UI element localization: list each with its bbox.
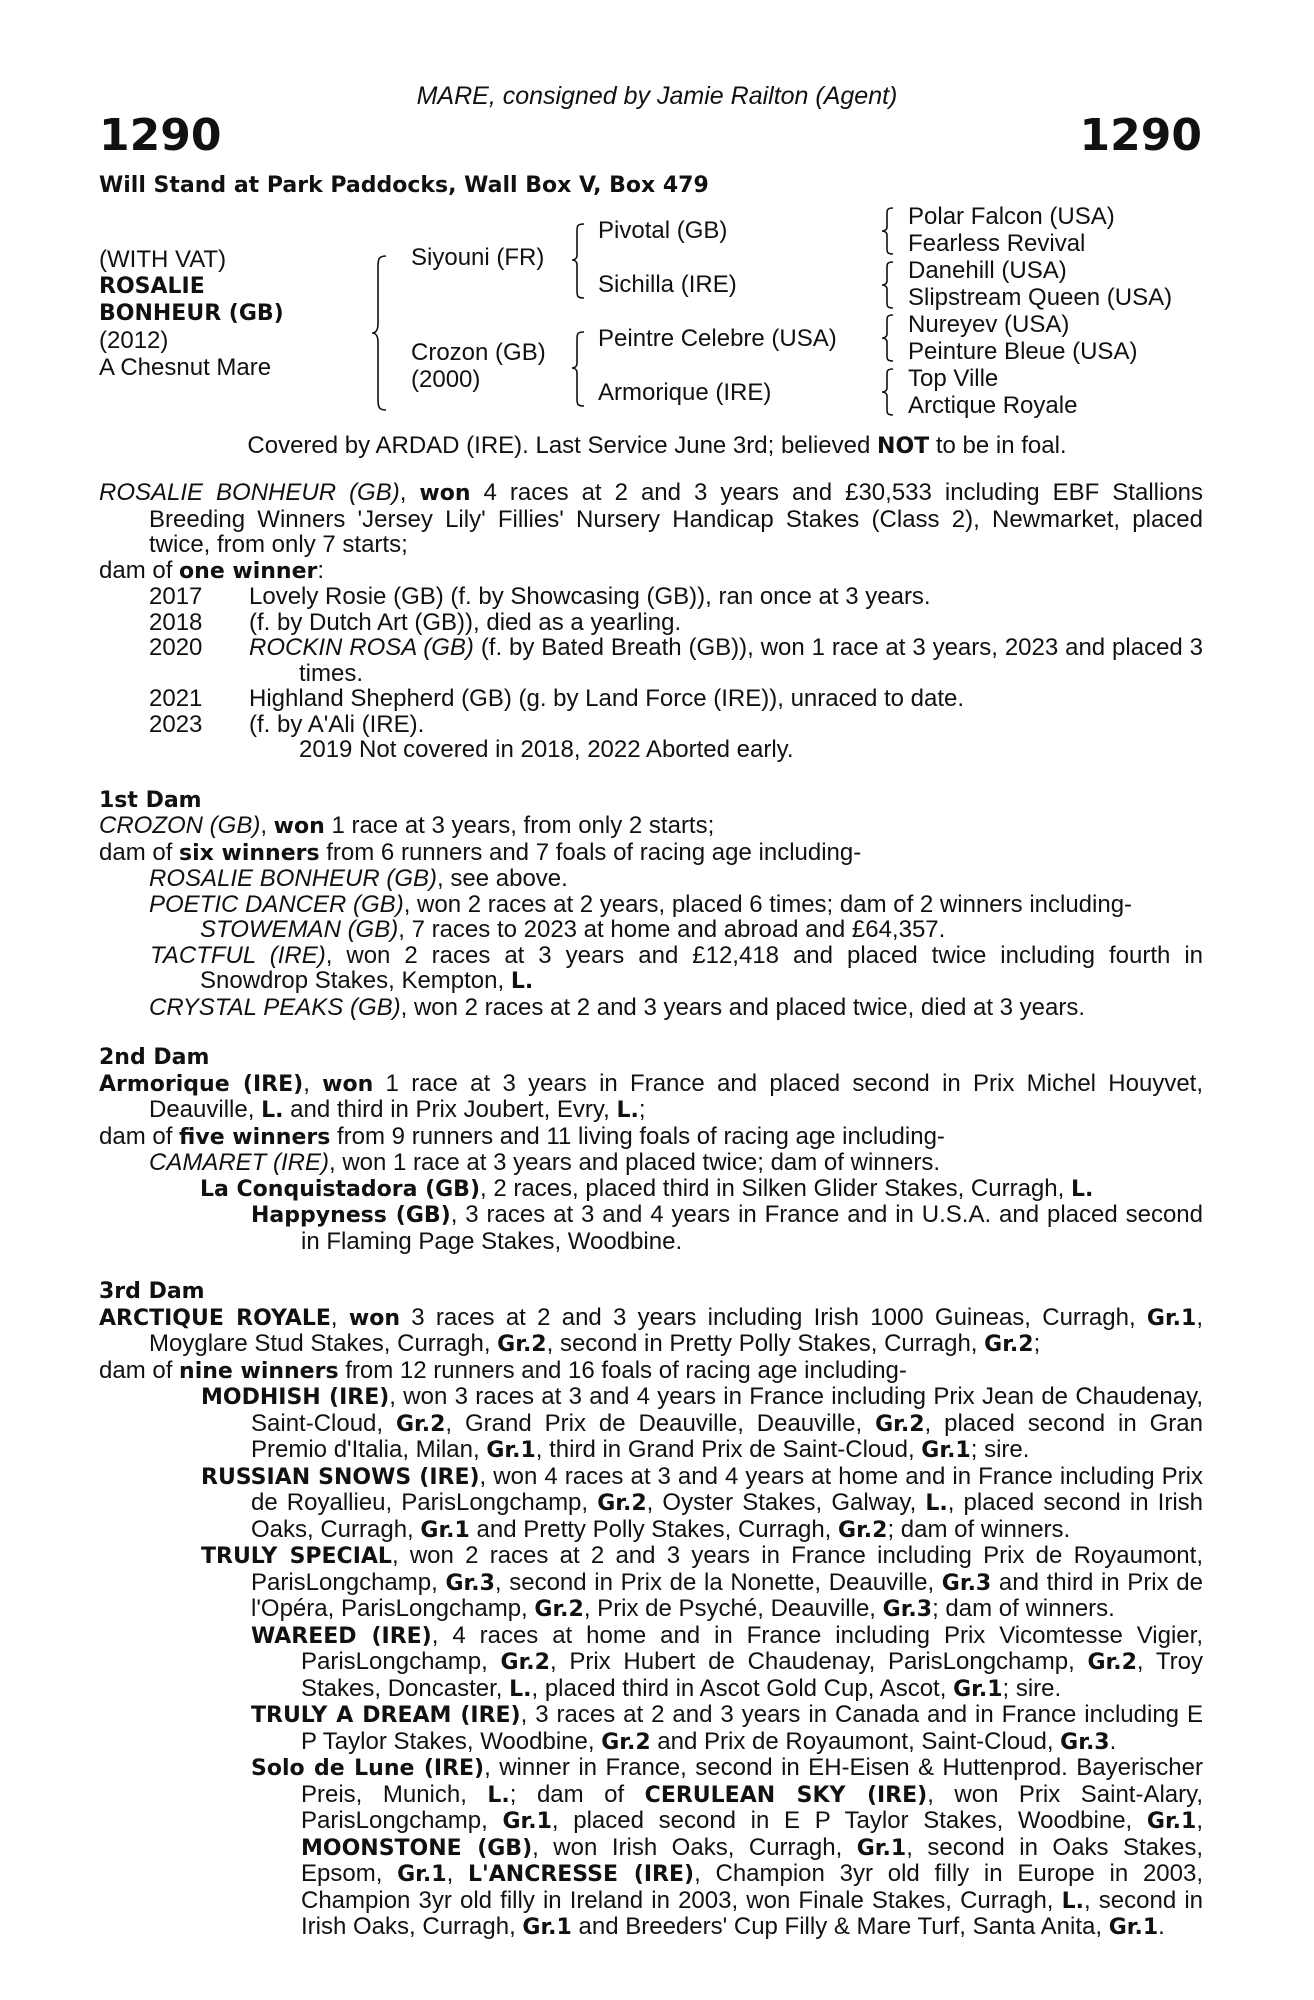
pedigree-dsd: Peinture Bleue (USA) [908,338,1138,365]
produce-note: 2019 Not covered in 2018, 2022 Aborted early. [299,736,794,763]
pedigree-bracket-dam [572,330,588,408]
pedigree-dam-sire: Peintre Celebre (USA) [598,325,837,352]
pedigree-sss: Polar Falcon (USA) [908,203,1115,230]
produce-row: 2023 (f. by A'Ali (IRE). [149,710,425,738]
pedigree-sire: Siyouni (FR) [411,244,545,271]
vat-note: (WITH VAT) [99,246,227,273]
third-dam-produce: dam of nine winners from 12 runners and 16 foals of racing age including- [99,1356,907,1384]
third-dam-record: ARCTIQUE ROYALE, won 3 races at 2 and 3 years including Irish 1000 Guineas, Curragh, Gr.1, Moyglare Stud Stakes, Curragh, Gr.2, second in Pretty Polly Stakes, Curragh, Gr.2; [99,1303,1203,1357]
catalogue-body [99,480,1203,1941]
pedigree-sdd: Slipstream Queen (USA) [908,284,1173,311]
covered-note: Covered by ARDAD (IRE). Last Service June 3rd; believed NOT to be in foal. [247,432,1067,459]
third-dam-grandfoal: WAREED (IRE), 4 races at home and in France including Prix Vicomtesse Vigier, ParisLongchamp, Gr.2, Prix Hubert de Chaudenay, ParisLongchamp, Gr.2, Troy Stakes, Doncaster, L., placed third in Ascot Gold Cup, Ascot, Gr.1; sire. [251,1621,1203,1702]
section-heading-3rd-dam: 3rd Dam [99,1279,205,1304]
horse-race-record: ROSALIE BONHEUR (GB), won 4 races at 2 and 3 years and £30,533 including EBF Stallions Breeding Winners 'Jersey Lily' Fillies' Nursery Handicap Stakes (Class 2), Newmarket, placed twice, from only 7 starts; [99,479,1204,558]
first-dam-foal: TACTFUL (IRE), won 2 races at 3 years and £12,418 and placed twice including fourth in Snowdrop Stakes, Kempton, L. [150,941,1203,994]
pedigree-dam-dam: Armorique (IRE) [598,379,772,406]
pedigree-bracket-sd [882,260,896,310]
produce-row: 2020 ROCKIN ROSA (GB) (f. by Bated Breath (GB)), won 1 race at 3 years, 2023 and placed 3 times. [149,634,1204,687]
first-dam-foal: POETIC DANCER (GB), won 2 races at 2 years, placed 6 times; dam of 2 winners including- [149,890,1133,918]
horse-name-line1: ROSALIE [99,274,205,299]
horse-name-line2: BONHEUR (GB) [99,301,284,326]
second-dam-produce: dam of five winners from 9 runners and 11 living foals of racing age including- [99,1122,945,1150]
pedigree-ssd: Fearless Revival [908,230,1086,257]
pedigree-bracket-dd [882,367,896,417]
second-dam-grandfoal: Happyness (GB), 3 races at 3 and 4 years in France and in U.S.A. and placed second in Flaming Page Stakes, Woodbine. [251,1201,1203,1255]
pedigree-dam: Crozon (GB) [411,339,546,366]
pedigree-bracket-sire [572,222,588,300]
consignment-subtitle: MARE, consigned by Jamie Railton (Agent) [416,82,898,110]
second-dam-foal: CAMARET (IRE), won 1 race at 3 years and placed twice; dam of winners. [149,1149,940,1176]
first-dam-foal: CRYSTAL PEAKS (GB), won 2 races at 2 and 3 years and placed twice, died at 3 years. [149,993,1086,1021]
pedigree-bracket-ss [882,206,896,256]
lot-number-right: 1290 [1079,110,1202,161]
produce-row: 2017 Lovely Rosie (GB) (f. by Showcasing (GB)), ran once at 3 years. [149,583,931,610]
pedigree-bracket-ds [882,313,896,363]
pedigree-sire-sire: Pivotal (GB) [598,217,728,244]
first-dam-record: CROZON (GB), won 1 race at 3 years, from only 2 starts; [99,812,715,839]
pedigree-dss: Nureyev (USA) [908,311,1070,338]
pedigree-ddd: Arctique Royale [908,392,1078,419]
produce-row: 2018 (f. by Dutch Art (GB)), died as a yearling. [149,608,682,636]
section-heading-2nd-dam: 2nd Dam [99,1045,210,1070]
pedigree-sire-dam: Sichilla (IRE) [598,271,737,298]
pedigree-bracket-gen1 [372,254,392,412]
produce-summary: dam of one winner: [99,556,325,584]
pedigree-dds: Top Ville [908,365,999,392]
third-dam-grandfoal: Solo de Lune (IRE), winner in France, second in EH-Eisen & Huttenprod. Bayerischer Preis, Munich, L.; dam of CERULEAN SKY (IRE), won Prix Saint-Alary, ParisLongchamp, Gr.1, placed second in E P Taylor Stakes, Woodbine, Gr.1, MOONSTONE (GB), won Irish Oaks, Curragh, Gr.1, second in Oaks Stakes, Epsom, Gr.1, L'ANCRESSE (IRE), Champion 3yr old filly in Europe in 2003, Champion 3yr old filly in Ireland in 2003, won Finale Stakes, Curragh, L., second in Irish Oaks, Curragh, Gr.1 and Breeders' Cup Filly & Mare Turf, Santa Anita, Gr.1. [251,1754,1204,1940]
horse-description: A Chesnut Mare [99,354,272,381]
second-dam-record: Armorique (IRE), won 1 race at 3 years in France and placed second in Prix Michel Houyvet, Deauville, L. and third in Prix Joubert, Evry, L.; [99,1069,1204,1123]
first-dam-produce: dam of six winners from 6 runners and 7 foals of racing age including- [99,838,862,866]
horse-summary [99,246,284,381]
pedigree-sds: Danehill (USA) [908,257,1067,284]
lot-number-left: 1290 [99,110,222,161]
third-dam-foal: MODHISH (IRE), won 3 races at 3 and 4 years in France including Prix Jean de Chaudenay, Saint-Cloud, Gr.2, Grand Prix de Deauville, Deauville, Gr.2, placed second in Gran Premio d'Italia, Milan, Gr.1, third in Grand Prix de Saint-Cloud, Gr.1; sire. [201,1383,1203,1463]
second-dam-grandfoal: La Conquistadora (GB), 2 races, placed third in Silken Glider Stakes, Curragh, L. [200,1174,1094,1202]
pedigree-dam-year: (2000) [411,366,481,393]
produce-row: 2021 Highland Shepherd (GB) (g. by Land Force (IRE)), unraced to date. [149,685,965,712]
section-heading-1st-dam: 1st Dam [99,787,202,813]
third-dam-foal: TRULY SPECIAL, won 2 races at 2 and 3 years in France including Prix de Royaumont, ParisLongchamp, Gr.3, second in Prix de la Nonette, Deauville, Gr.3 and third in Prix de l'Opéra, ParisLongchamp, Gr.2, Prix de Psyché, Deauville, Gr.3; dam of winners. [201,1542,1204,1622]
first-dam-grandfoal: STOWEMAN (GB), 7 races to 2023 at home and abroad and £64,357. [200,916,946,943]
horse-year: (2012) [99,327,169,354]
third-dam-foal: RUSSIAN SNOWS (IRE), won 4 races at 3 and 4 years at home and in France including Prix de Royallieu, ParisLongchamp, Gr.2, Oyster Stakes, Galway, L., placed second in Irish Oaks, Curragh, Gr.1 and Pretty Polly Stakes, Curragh, Gr.2; dam of winners. [201,1462,1204,1543]
first-dam-foal: ROSALIE BONHEUR (GB), see above. [149,865,568,892]
third-dam-grandfoal: TRULY A DREAM (IRE), 3 races at 2 and 3 years in Canada and in France including E P Taylor Stakes, Woodbine, Gr.2 and Prix de Royaumont, Saint-Cloud, Gr.3. [251,1701,1203,1755]
stand-location: Will Stand at Park Paddocks, Wall Box V, Box 479 [99,173,709,198]
